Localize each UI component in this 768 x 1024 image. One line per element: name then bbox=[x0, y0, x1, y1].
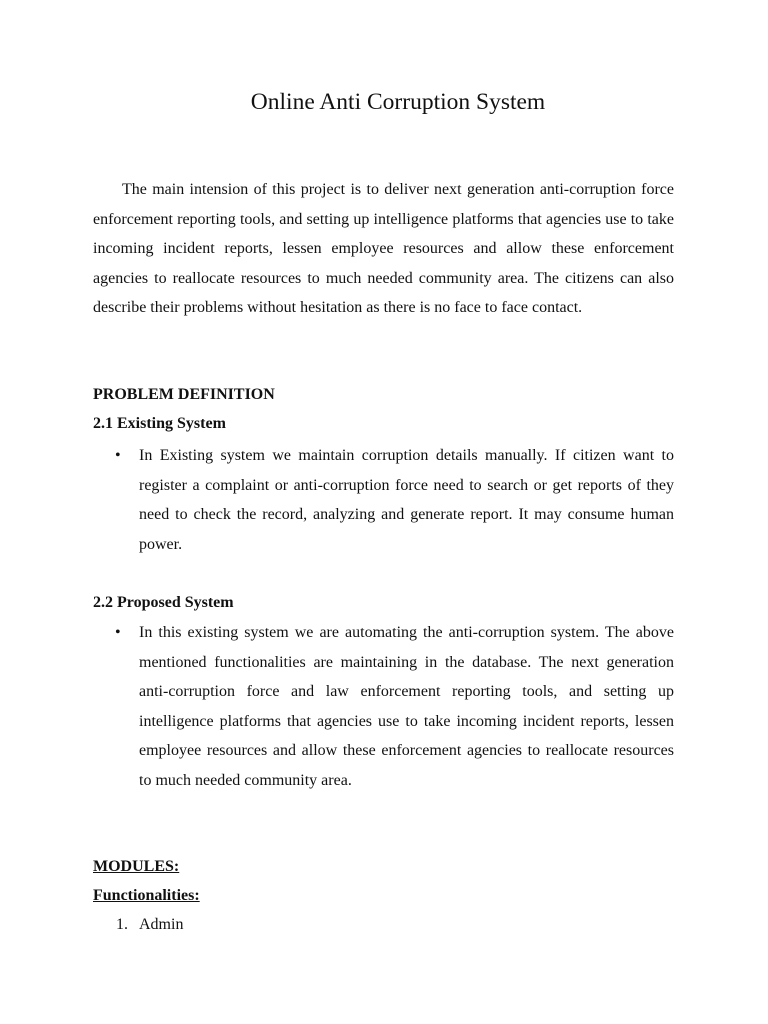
functionality-item-number: 1. bbox=[116, 916, 128, 933]
functionalities-heading: Functionalities: bbox=[93, 887, 200, 904]
existing-system-bullet: In Existing system we maintain corruption details manually. If citizen want to register a complaint or anti-corruption force need to search or get reports of they need to check the record, analyzing and generate report. It may consume human power. bbox=[139, 447, 674, 553]
modules-heading: MODULES: bbox=[93, 858, 180, 875]
problem-definition-heading: PROBLEM DEFINITION bbox=[93, 386, 275, 403]
proposed-system-bullet: In this existing system we are automating the anti-corruption system. The above mentioned functionalities are maintaining in the database. The next generation anti-corruption force and law enforcement reporting tools, and setting up intelligence platforms that agencies use to take incoming incident reports, lessen employee resources and allow these enforcement agencies to reallocate resources to much needed community area. bbox=[139, 624, 674, 789]
proposed-system-heading: 2.2 Proposed System bbox=[93, 594, 234, 611]
document-title: Online Anti Corruption System bbox=[250, 89, 546, 115]
proposed-system-bullet-icon: • bbox=[115, 624, 121, 641]
functionality-item-admin: Admin bbox=[139, 916, 184, 933]
existing-system-bullet-icon: • bbox=[115, 447, 121, 464]
existing-system-heading: 2.1 Existing System bbox=[93, 415, 226, 432]
intro-paragraph: The main intension of this project is to deliver next generation anti-corruption force enforcement reporting tools, and setting up intelligence platforms that agencies use to take incoming incident reports, lessen employee resources and allow these enforcement agencies to reallocate resources to much needed community area. The citizens can also describe their problems without hesitation as there is no face to face contact. bbox=[93, 181, 674, 316]
